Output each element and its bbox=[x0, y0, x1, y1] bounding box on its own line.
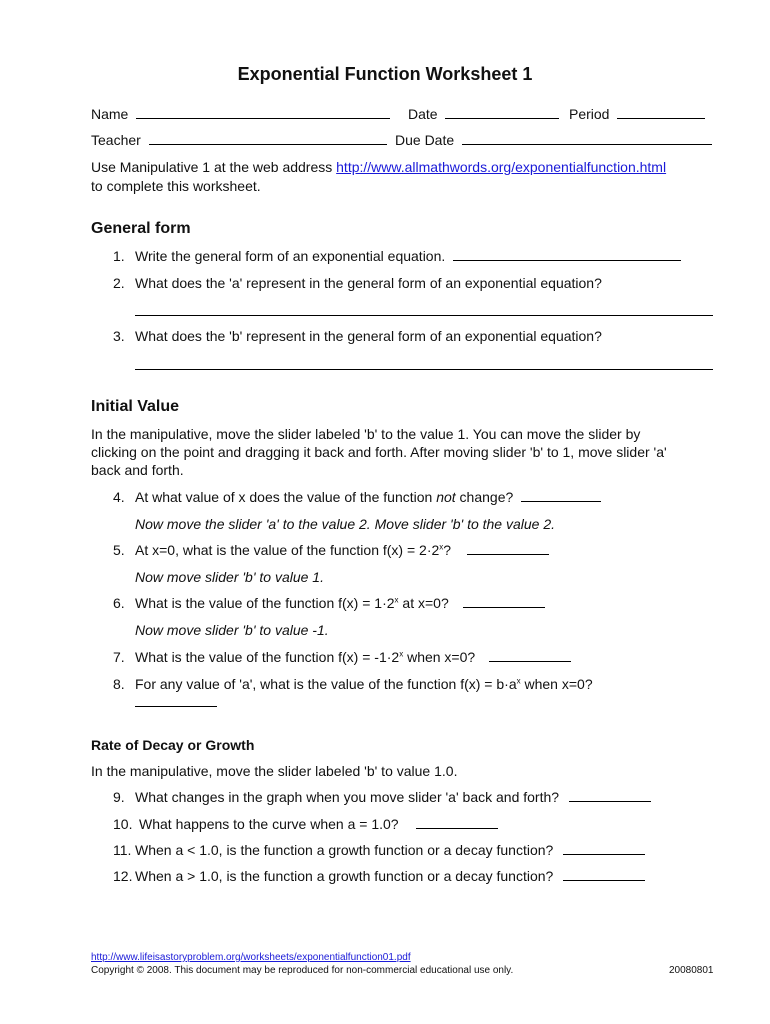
exponent: x bbox=[516, 676, 521, 686]
question-number: 4. bbox=[113, 489, 125, 505]
question-number: 1. bbox=[113, 248, 125, 264]
period-blank[interactable] bbox=[617, 106, 705, 119]
due-date-blank[interactable] bbox=[462, 132, 712, 145]
answer-blank[interactable] bbox=[521, 489, 601, 502]
answer-blank[interactable] bbox=[463, 595, 545, 608]
period-label: Period bbox=[569, 106, 610, 122]
question-text: At what value of x does the value of the function bbox=[135, 489, 437, 505]
instruction-1: Now move the slider 'a' to the value 2. Move slider 'b' to the value 2. bbox=[135, 516, 556, 532]
question-11 bbox=[113, 842, 645, 858]
question-3 bbox=[113, 328, 602, 344]
answer-blank[interactable] bbox=[563, 842, 645, 855]
question-text: When a > 1.0, is the function a growth function or a decay function? bbox=[135, 868, 554, 884]
question-number: 9. bbox=[113, 789, 125, 805]
question-number: 5. bbox=[113, 542, 125, 558]
teacher-field[interactable] bbox=[91, 132, 387, 148]
answer-blank[interactable] bbox=[489, 649, 571, 662]
initial-value-intro-1: In the manipulative, move the slider labeled 'b' to the value 1. You can move the slider by bbox=[91, 426, 641, 442]
question-9 bbox=[113, 789, 651, 805]
general-form-heading: General form bbox=[91, 220, 191, 237]
due-date-label: Due Date bbox=[395, 132, 455, 148]
question-text: What is the value of the function f(x) = 1·2 bbox=[135, 595, 395, 611]
question-number: 12. bbox=[113, 868, 133, 884]
answer-line[interactable] bbox=[135, 357, 713, 370]
question-text: For any value of 'a', what is the value of the function f(x) = b·a bbox=[135, 676, 517, 692]
question-text: What does the 'a' represent in the general form of an exponential equation? bbox=[135, 275, 602, 291]
teacher-label: Teacher bbox=[91, 132, 141, 148]
question-number: 6. bbox=[113, 595, 125, 611]
name-label: Name bbox=[91, 106, 129, 122]
answer-line[interactable] bbox=[135, 303, 713, 316]
instruction-2: Now move slider 'b' to value 1. bbox=[135, 569, 324, 585]
intro-text-2: to complete this worksheet. bbox=[91, 178, 261, 194]
page-title: Exponential Function Worksheet 1 bbox=[237, 64, 533, 84]
question-12 bbox=[113, 868, 645, 884]
question-text-end: ? bbox=[443, 542, 452, 558]
footer-link-wrap bbox=[91, 952, 411, 963]
initial-value-heading: Initial Value bbox=[91, 398, 180, 415]
footer-link[interactable]: http://www.lifeisastoryproblem.org/worksheets/exponentialfunction01.pdf bbox=[91, 952, 411, 963]
question-text-end: when x=0? bbox=[403, 649, 476, 665]
date-blank[interactable] bbox=[445, 106, 559, 119]
teacher-blank[interactable] bbox=[149, 132, 387, 145]
answer-blank[interactable] bbox=[453, 248, 681, 261]
question-number: 3. bbox=[113, 328, 125, 344]
question-7 bbox=[113, 649, 571, 665]
initial-value-intro-2: clicking on the point and dragging it back and forth. After moving slider 'b' to 1, move slider 'a' bbox=[91, 444, 667, 460]
manipulative-link[interactable]: http://www.allmathwords.org/exponentialfunction.html bbox=[336, 159, 667, 175]
rate-heading: Rate of Decay or Growth bbox=[91, 737, 255, 753]
exponent: x bbox=[399, 649, 404, 659]
answer-blank[interactable] bbox=[135, 694, 217, 707]
question-text: Write the general form of an exponential equation. bbox=[135, 248, 446, 264]
question-number: 2. bbox=[113, 275, 125, 291]
answer-blank[interactable] bbox=[416, 816, 498, 829]
intro-text: Use Manipulative 1 at the web address bbox=[91, 159, 333, 175]
question-text: What happens to the curve when a = 1.0? bbox=[139, 816, 399, 832]
answer-blank[interactable] bbox=[467, 542, 549, 555]
period-field[interactable] bbox=[569, 106, 705, 122]
initial-value-intro-3: back and forth. bbox=[91, 462, 184, 478]
question-5 bbox=[113, 542, 549, 558]
question-text: What is the value of the function f(x) = -1·2 bbox=[135, 649, 400, 665]
question-text-end: change? bbox=[455, 489, 514, 505]
question-text: What does the 'b' represent in the general form of an exponential equation? bbox=[135, 328, 602, 344]
question-number: 10. bbox=[113, 816, 133, 832]
question-8 bbox=[113, 676, 593, 692]
question-emphasis: not bbox=[436, 489, 456, 505]
name-field[interactable] bbox=[91, 106, 390, 122]
question-text-end: at x=0? bbox=[398, 595, 449, 611]
answer-blank[interactable] bbox=[569, 789, 651, 802]
question-4 bbox=[113, 489, 601, 505]
question-number: 11. bbox=[113, 842, 132, 858]
question-number: 7. bbox=[113, 649, 125, 665]
answer-blank[interactable] bbox=[563, 868, 645, 881]
intro-line bbox=[91, 159, 666, 175]
rate-intro: In the manipulative, move the slider labeled 'b' to value 1.0. bbox=[91, 763, 458, 779]
question-text: When a < 1.0, is the function a growth function or a decay function? bbox=[135, 842, 554, 858]
due-date-field[interactable] bbox=[395, 132, 712, 148]
question-text: At x=0, what is the value of the function f(x) = 2·2 bbox=[135, 542, 440, 558]
question-10 bbox=[113, 816, 498, 832]
exponent: x bbox=[439, 542, 444, 552]
question-number: 8. bbox=[113, 676, 125, 692]
date-field[interactable] bbox=[408, 106, 559, 122]
instruction-3: Now move slider 'b' to value -1. bbox=[135, 622, 329, 638]
footer-code: 20080801 bbox=[669, 965, 714, 976]
footer-copyright: Copyright © 2008. This document may be reproduced for non-commercial educational use only. bbox=[91, 965, 514, 976]
question-text-end: when x=0? bbox=[520, 676, 593, 692]
name-blank[interactable] bbox=[136, 106, 390, 119]
exponent: x bbox=[394, 595, 399, 605]
question-text: What changes in the graph when you move slider 'a' back and forth? bbox=[135, 789, 560, 805]
date-label: Date bbox=[408, 106, 438, 122]
question-1 bbox=[113, 248, 681, 264]
question-2 bbox=[113, 275, 602, 291]
question-6 bbox=[113, 595, 545, 611]
